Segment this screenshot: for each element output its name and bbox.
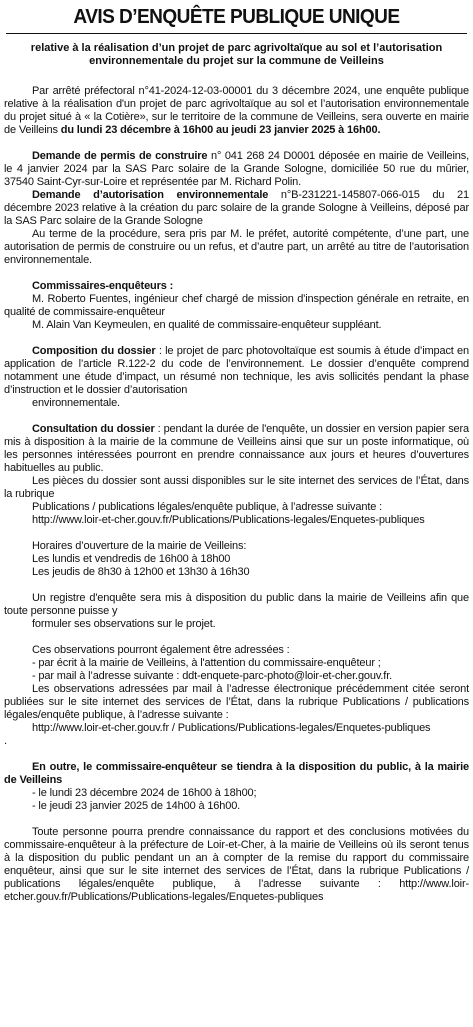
permanence-item-1: - le lundi 23 décembre 2024 de 16h00 à 18h00; bbox=[32, 787, 257, 799]
composition-label: Composition du dossier bbox=[32, 345, 156, 357]
permanence-paragraph: En outre, le commissaire-enquêteur se tiendra à la disposition du public, à la mairie de Veilleins bbox=[4, 761, 469, 786]
intro-paragraph bbox=[4, 85, 469, 137]
composition-paragraph bbox=[4, 345, 469, 397]
autorisation-text: n°B-231221-145807-066-015 du 21 décembre 2023 relative à la création du parc solaire de la grande Sologne à Veilleins, déposé par la SAS Parc solaire de la Grande Sologne bbox=[4, 189, 469, 227]
intro-text: Par arrêté préfectoral n°41-2024-12-03-00001 du 3 décembre 2024, une enquête publique relative à la réalisation d'un projet de parc agrivoltaïque au sol et l’autorisation environnementale du projet situé à « la Cotière», sur le territoire de la commune de Veilleins, sera ouverte en mairie de Veilleins bbox=[4, 85, 469, 136]
autorisation-paragraph bbox=[4, 189, 469, 228]
autorisation-label: Demande d’autorisation environnementale bbox=[32, 189, 269, 201]
composition-text: : le projet de parc photovoltaïque est soumis à étude d’impact en application de l’article R.122-2 du code de l’environnement. Le dossier d’enquête comprend notamment une étude d’impact, un résumé non technique, les avis sollicités pendant la phase d’instruction et le dossier d’autorisation bbox=[4, 345, 469, 396]
permis-paragraph bbox=[4, 150, 469, 189]
consultation-paragraph bbox=[4, 423, 469, 475]
terme-paragraph: Au terme de la procédure, sera pris par M. le préfet, autorité compétente, d’une part, une autorisation de permis de construire ou un refus, et d’autre part, un arrêté au titre de l’autorisation environnementale. bbox=[4, 228, 469, 266]
consultation-label: Consultation du dossier bbox=[32, 423, 155, 435]
registre-paragraph: Un registre d'enquête sera mis à disposition du public dans la mairie de Veilleins afin que toute personne puisse y bbox=[4, 592, 469, 617]
consultation-url[interactable]: http://www.loir-et-cher.gouv.fr/Publications/Publications-legales/Enquetes-publiques bbox=[32, 514, 425, 526]
consultation-rubrique: Publications / publications légales/enquête publique, à l’adresse suivante : bbox=[32, 501, 383, 513]
permis-text: n° 041 268 24 D0001 déposée en mairie de Veilleins, le 4 janvier 2024 par la SAS Parc solaire de la Grande Sologne, domiciliée 50 rue du mûrier, 37540 Saint-Cyr-sur-Loire et représentée par M. Richard Polin. bbox=[4, 150, 469, 188]
permis-label: Demande de permis de construire bbox=[32, 150, 208, 162]
observations-item-1: - par écrit à la mairie de Veilleins, à l'attention du commissaire-enquêteur ; bbox=[32, 657, 381, 669]
horaires-line-2: Les jeudis de 8h30 à 12h00 et 13h30 à 16h30 bbox=[32, 566, 250, 578]
consultation-text: : pendant la durée de l'enquête, un dossier en version papier sera mis à disposition à la mairie de la commune de Veilleins ainsi que sur un poste informatique, où les personnes intéressées pourront en prendre connaissance aux jours et heures d’ouvertures habituelles au public. bbox=[4, 423, 469, 474]
horaires-line-1: Les lundis et vendredis de 16h00 à 18h00 bbox=[32, 553, 231, 565]
composition-tail: environnementale. bbox=[32, 397, 120, 409]
rapport-paragraph: Toute personne pourra prendre connaissance du rapport et des conclusions motivées du commissaire-enquêteur à la préfecture de Loir-et-Cher, à la mairie de Veilleins où ils seront tenus à la disposition du public pendant un an à compter de la remise du rapport du commissaire enquêteur, ainsi que sur le site internet des services de l’État, dans la rubrique Publications / publications légales/enquête publique, à l’adresse suivante : http://www.loir-etcher.gouv.fr/Publications/Publications-legales/Enquetes-publiques bbox=[4, 826, 469, 903]
horaires-title: Horaires d’ouverture de la mairie de Veilleins: bbox=[32, 540, 247, 552]
intro-dates: du lundi 23 décembre à 16h00 au jeudi 23 janvier 2025 à 16h00. bbox=[60, 124, 381, 136]
notice-title: AVIS D’ENQUÊTE PUBLIQUE UNIQUE bbox=[73, 5, 400, 28]
observations-dot: . bbox=[4, 735, 7, 747]
permanence-item-2: - le jeudi 23 janvier 2025 de 14h00 à 16h00. bbox=[32, 800, 241, 812]
consultation-pieces: Les pièces du dossier sont aussi disponibles sur le site internet des services de l’État, dans la rubrique bbox=[4, 475, 469, 500]
commissaires-label: Commissaires-enquêteurs : bbox=[32, 280, 174, 292]
observations-intro: Ces observations pourront également être adressées : bbox=[32, 644, 290, 656]
title-rule bbox=[6, 33, 467, 34]
commissaire-titulaire: M. Roberto Fuentes, ingénieur chef chargé de mission d'inspection générale en retraite, en qualité de commissaire-enquêteur bbox=[4, 293, 469, 318]
commissaire-suppleant: M. Alain Van Keymeulen, en qualité de commissaire-enquêteur suppléant. bbox=[32, 319, 382, 331]
observations-published: Les observations adressées par mail à l’adresse électronique précédemment citée seront publiées sur le site internet des services de l’État, dans la rubrique Publications / publications légales/enquête publique, à l’adresse suivante : bbox=[4, 683, 469, 721]
registre-tail: formuler ses observations sur le projet. bbox=[32, 618, 216, 630]
notice-subtitle: relative à la réalisation d’un projet de parc agrivoltaïque au sol et l’autorisation environnementale du projet sur la commune de Veilleins bbox=[30, 42, 443, 67]
observations-url[interactable]: http://www.loir-et-cher.gouv.fr / Publications/Publications-legales/Enquetes-publiques bbox=[32, 722, 431, 734]
observations-item-2: - par mail à l’adresse suivante : ddt-enquete-parc-photo@loir-et-cher.gouv.fr. bbox=[32, 670, 393, 682]
